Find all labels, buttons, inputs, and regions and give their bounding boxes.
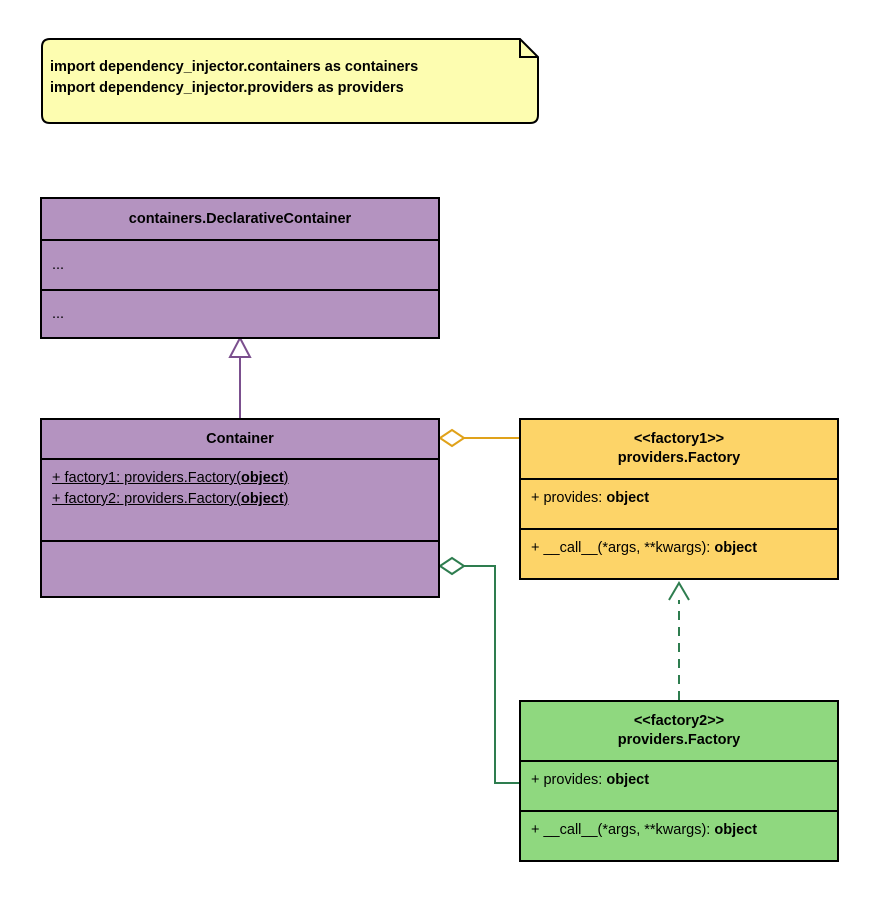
class-title-declarative-container: containers.DeclarativeContainer xyxy=(42,199,438,241)
class-methods-declarative-container: ... xyxy=(52,306,65,322)
edge-aggregation-factory2 xyxy=(440,558,519,783)
stereotype-factory1: <<factory1>> xyxy=(633,431,725,447)
note-line-1: import dependency_injector.containers as containers xyxy=(50,59,419,75)
stereotype-factory2: <<factory2>> xyxy=(633,713,725,729)
class-factory1[interactable] xyxy=(519,418,839,580)
class-methods-factory1 xyxy=(521,530,837,580)
edge-aggregation-factory1 xyxy=(440,430,519,446)
class-factory2[interactable] xyxy=(519,700,839,862)
edge-dependency-factory2-factory1 xyxy=(669,583,689,700)
edge-generalization xyxy=(230,338,250,418)
attribute-factory1: + factory1: providers.Factory(object) xyxy=(52,470,289,486)
attribute-factory2: + factory2: providers.Factory(object) xyxy=(52,491,289,507)
method-call-factory1: + __call__(*args, **kwargs): object xyxy=(531,540,758,556)
class-methods-factory2 xyxy=(521,812,837,862)
class-title-container: Container xyxy=(42,420,438,460)
class-declarative-container[interactable] xyxy=(40,197,440,339)
class-methods-container xyxy=(42,542,438,596)
class-attributes-declarative-container: ... xyxy=(42,241,438,291)
import-note xyxy=(40,37,540,125)
attribute-provides-factory2: + provides: object xyxy=(531,772,650,788)
attribute-provides-factory1: + provides: object xyxy=(531,490,650,506)
class-title-factory1 xyxy=(521,420,837,480)
note-line-2: import dependency_injector.providers as providers xyxy=(50,80,404,96)
class-name-factory1: providers.Factory xyxy=(617,450,741,466)
class-attributes-factory2 xyxy=(521,762,837,812)
method-call-factory2: + __call__(*args, **kwargs): object xyxy=(531,822,758,838)
class-attributes-container xyxy=(42,460,438,542)
class-attributes-factory1 xyxy=(521,480,837,530)
class-name-factory2: providers.Factory xyxy=(617,732,741,748)
class-title-factory2 xyxy=(521,702,837,762)
class-container[interactable] xyxy=(40,418,440,598)
